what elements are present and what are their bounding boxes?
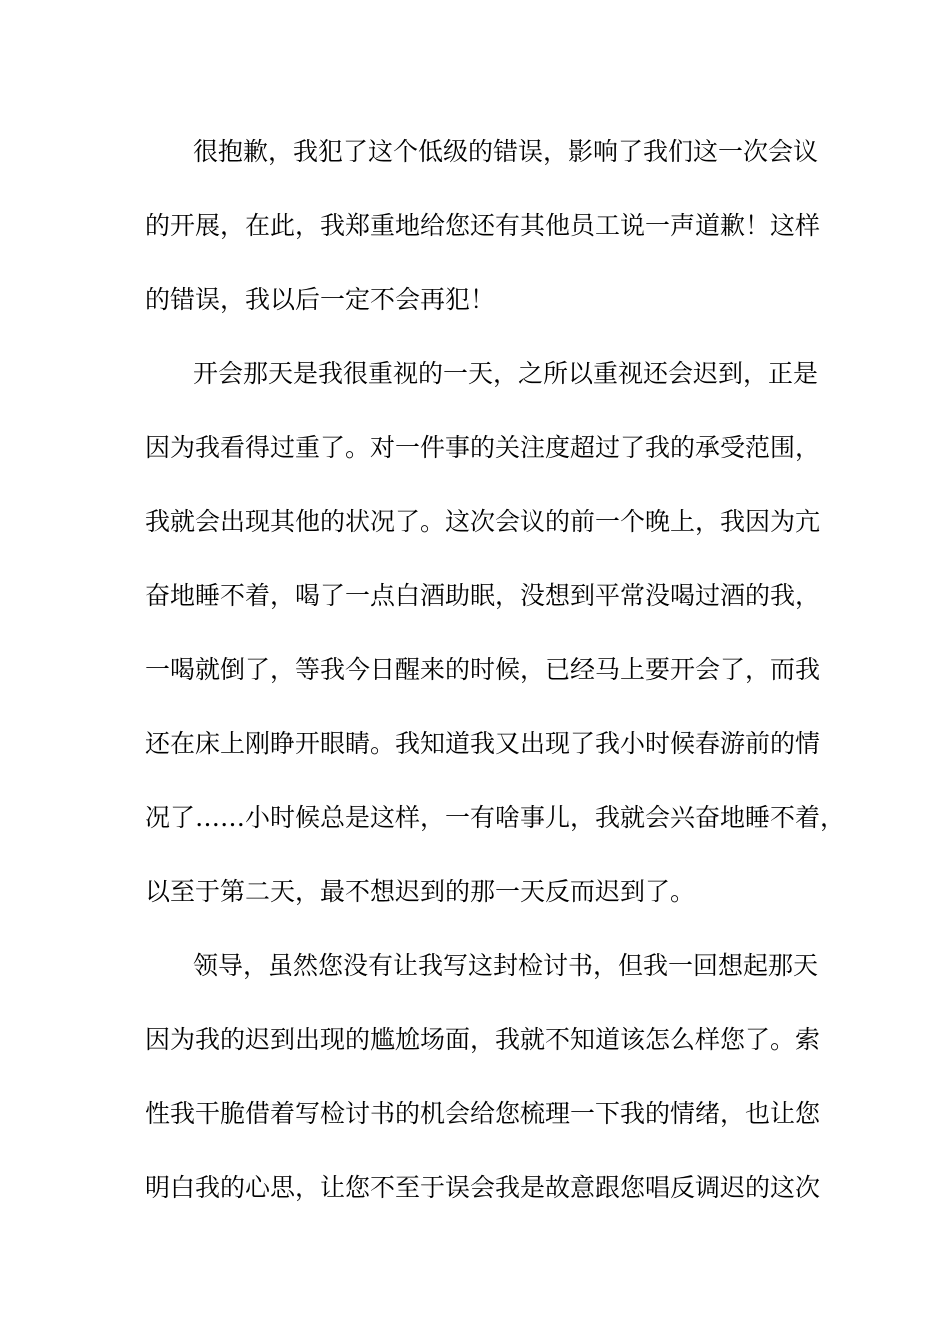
text-line: 性我干脆借着写检讨书的机会给您梳理一下我的情绪，也让您 (145, 1099, 821, 1128)
text-line: 我就会出现其他的状况了。这次会议的前一个晚上，我因为亢 (145, 507, 821, 536)
text-line: 开会那天是我很重视的一天，之所以重视还会迟到，正是 (193, 359, 819, 388)
text-line: 因为我的迟到出现的尴尬场面，我就不知道该怎么样您了。索 (145, 1025, 821, 1054)
text-line: 因为我看得过重了。对一件事的关注度超过了我的承受范围， (145, 433, 821, 462)
text-line: 奋地睡不着，喝了一点白酒助眠，没想到平常没喝过酒的我， (145, 581, 821, 610)
text-line: 的错误，我以后一定不会再犯！ (145, 285, 496, 314)
text-line: 以至于第二天，最不想迟到的那一天反而迟到了。 (145, 877, 696, 906)
text-line: 很抱歉，我犯了这个低级的错误，影响了我们这一次会议 (193, 137, 819, 166)
text-line: 还在床上刚睁开眼睛。我知道我又出现了我小时候春游前的情 (145, 729, 821, 758)
text-line: 明白我的心思，让您不至于误会我是故意跟您唱反调迟的这次 (145, 1173, 821, 1202)
text-line: 领导，虽然您没有让我写这封检讨书，但我一回想起那天 (193, 951, 819, 980)
text-line: 一喝就倒了，等我今日醒来的时候，已经马上要开会了，而我 (145, 655, 821, 684)
text-line: 的开展，在此，我郑重地给您还有其他员工说一声道歉！这样 (145, 211, 821, 240)
text-line: 况了……小时候总是这样，一有啥事儿，我就会兴奋地睡不着， (145, 803, 846, 832)
